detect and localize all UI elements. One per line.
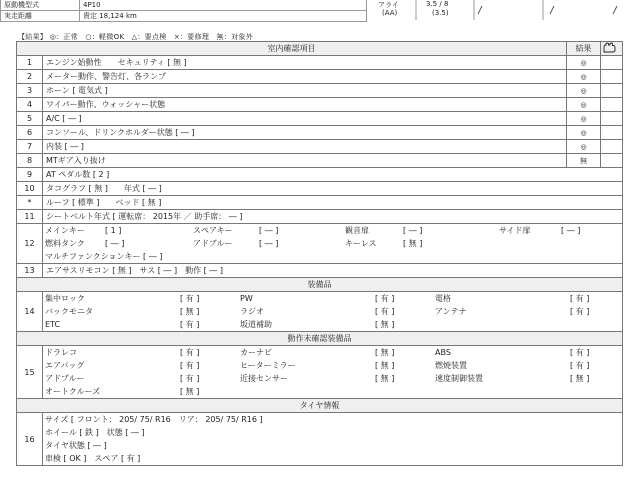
table-cell: [ 有 ] (375, 307, 395, 316)
table-row (17, 154, 623, 168)
table-cell: 無 (567, 154, 601, 168)
table-cell: * (17, 196, 43, 210)
table-cell: 燃料タンク (45, 239, 85, 248)
table-cell: [ 有 ] (180, 374, 200, 383)
table-cell: エアサスリモコン [ 無 ] サス [ ― ] 動作 [ ― ] (43, 264, 623, 278)
table-cell: PW (240, 294, 253, 303)
table-cell: [ ― ] (259, 239, 279, 248)
table-cell: ◎ (567, 56, 601, 70)
table-cell: [ 無 ] (375, 361, 395, 370)
result-legend: 【結果】 ◎：正常 ○：軽微OK △：要点検 ×：要修理 無：対象外 (18, 33, 253, 41)
table-row (17, 98, 623, 112)
table-cell: 7 (17, 140, 43, 154)
table-cell: [ 有 ] (570, 361, 590, 370)
table-row (17, 84, 623, 98)
table-cell: [ 無 ] (403, 239, 423, 248)
table-cell: [ ― ] (105, 239, 125, 248)
table-cell: [ ― ] (403, 226, 423, 235)
table-cell: [ 有 ] (180, 348, 200, 357)
table-cell: 8 (17, 154, 43, 168)
table-cell: 1 (17, 56, 43, 70)
table-cell: マルチファンクションキー [ ― ] (45, 252, 163, 261)
table-cell: カーナビ (240, 348, 272, 357)
hand-stamp-icon (598, 41, 622, 54)
table-cell: [ 有 ] (180, 320, 200, 329)
tire-size: サイズ [ フロント： 205/ 75/ R16 リア： 205/ 75/ R16 ] (45, 415, 263, 424)
table-cell: 観音扉 (345, 226, 369, 235)
table-cell: ◎ (567, 126, 601, 140)
table-cell: ◎ (567, 112, 601, 126)
table-cell: 13 (17, 264, 43, 278)
table-cell: アドブルー (193, 239, 233, 248)
table-cell: [ 有 ] (375, 294, 395, 303)
table-cell: エアバッグ (45, 361, 85, 370)
table-cell: [ 有 ] (570, 294, 590, 303)
table-cell: 5 (17, 112, 43, 126)
table-cell: オートクルーズ (45, 387, 101, 396)
table-row (17, 210, 623, 224)
table-row (17, 112, 623, 126)
table-row (17, 56, 623, 70)
table-cell: AT ペダル数 [ 2 ] (43, 168, 623, 182)
table-cell: ヒーターミラー (240, 361, 296, 370)
table-cell: ABS (435, 348, 451, 357)
table-cell: 速度制御装置 (435, 374, 483, 383)
table-cell: 6 (17, 126, 43, 140)
mileage-label: 実走距離 (1, 11, 80, 22)
table-cell: [ 無 ] (570, 374, 590, 383)
table-cell: 4 (17, 98, 43, 112)
interior-header: 室内確認項目 (17, 42, 567, 56)
equipment-header: 装備品 (17, 278, 623, 292)
table-row (17, 168, 623, 182)
table-cell: アンテナ (435, 307, 467, 316)
tire-condition: タイヤ状態 [ ― ] (45, 441, 107, 450)
table-cell: アドブルー (45, 374, 85, 383)
table-cell: 9 (17, 168, 43, 182)
table-cell: メインキー (45, 226, 85, 235)
rating-sub: (3.5) (432, 9, 449, 17)
tire-wheel: ホイール [ 鉄 ] 状態 [ ― ] (45, 428, 145, 437)
table-cell: 14 (17, 292, 43, 332)
table-cell: キーレス (345, 239, 377, 248)
table-cell: ◎ (567, 70, 601, 84)
table-cell: A/C [ ― ] (43, 112, 567, 126)
rating-dividers (378, 0, 628, 20)
unverified-block (17, 346, 623, 399)
table-row (17, 126, 623, 140)
table-cell: 坂道補助 (240, 320, 272, 329)
table-cell: [ 有 ] (180, 294, 200, 303)
table-cell: 燃焼装置 (435, 361, 467, 370)
table-cell: [ ― ] (259, 226, 279, 235)
table-cell: [ 有 ] (570, 348, 590, 357)
table-cell: タコグラフ [ 無 ] 年式 [ ― ] (43, 182, 623, 196)
tire-check: 車検 [ OK ] スペア [ 有 ] (45, 454, 141, 463)
rating-value: 3.5 / 8 (426, 0, 449, 8)
table-cell: ワイパー動作、ウォッシャー状態 (43, 98, 567, 112)
table-cell: [ 無 ] (375, 374, 395, 383)
table-cell: 16 (17, 413, 43, 466)
engine-model-value: 4P10 (80, 0, 367, 11)
table-cell: 電格 (435, 294, 451, 303)
keys-row (17, 224, 623, 264)
table-cell: メーター動作、警告灯、各ランプ (43, 70, 567, 84)
mileage-value: 貴定 18,124 km (80, 11, 367, 22)
table-cell: ルーフ [ 標準 ] ベッド [ 無 ] (43, 196, 623, 210)
table-cell: 3 (17, 84, 43, 98)
table-cell: [ 有 ] (570, 307, 590, 316)
tire-block (17, 413, 623, 466)
table-cell: [ ― ] (561, 226, 581, 235)
table-cell: サイド扉 (499, 226, 531, 235)
table-cell: [ 1 ] (105, 226, 122, 235)
tire-header: タイヤ情報 (17, 399, 623, 413)
table-cell: 2 (17, 70, 43, 84)
table-cell: 集中ロック (45, 294, 85, 303)
table-cell: シートベルト年式 [ 運転席： 2015年 ／ 助手席： ― ] (43, 210, 623, 224)
unverified-header: 動作未確認装備品 (17, 332, 623, 346)
table-cell: 12 (17, 224, 43, 264)
table-cell: [ 無 ] (180, 307, 200, 316)
rating-box (378, 0, 628, 20)
table-cell: 11 (17, 210, 43, 224)
air-suspension-row (17, 264, 623, 278)
result-header: 結果 (567, 42, 601, 56)
table-cell: [ 無 ] (375, 348, 395, 357)
table-cell: ホーン [ 電気式 ] (43, 84, 567, 98)
table-cell: 15 (17, 346, 43, 399)
table-cell: ラジオ (240, 307, 264, 316)
inspection-table (16, 41, 623, 466)
table-cell: ◎ (567, 84, 601, 98)
table-cell: ETC (45, 320, 61, 329)
table-cell: ドラレコ (45, 348, 77, 357)
table-cell: [ 有 ] (180, 361, 200, 370)
table-row (17, 182, 623, 196)
table-cell: ◎ (567, 140, 601, 154)
table-cell: エンジン始動性 セキュリティ [ 無 ] (43, 56, 567, 70)
rating-grade: (AA) (382, 9, 398, 17)
table-cell: [ 無 ] (375, 320, 395, 329)
table-cell: 内装 [ ― ] (43, 140, 567, 154)
table-cell: 10 (17, 182, 43, 196)
equipment-block (17, 292, 623, 332)
table-cell: [ 無 ] (180, 387, 200, 396)
table-cell: ◎ (567, 98, 601, 112)
table-cell: MTギア入り抜け (43, 154, 567, 168)
table-row (17, 140, 623, 154)
rating-label: アライ (378, 1, 399, 9)
table-row (17, 70, 623, 84)
table-cell: 近接センサー (240, 374, 288, 383)
engine-model-label: 原動機型式 (1, 0, 80, 11)
table-cell: コンソール、ドリンクホルダー状態 [ ― ] (43, 126, 567, 140)
table-cell: スペアキー (193, 226, 233, 235)
table-cell: バックモニタ (45, 307, 93, 316)
table-row (17, 196, 623, 210)
